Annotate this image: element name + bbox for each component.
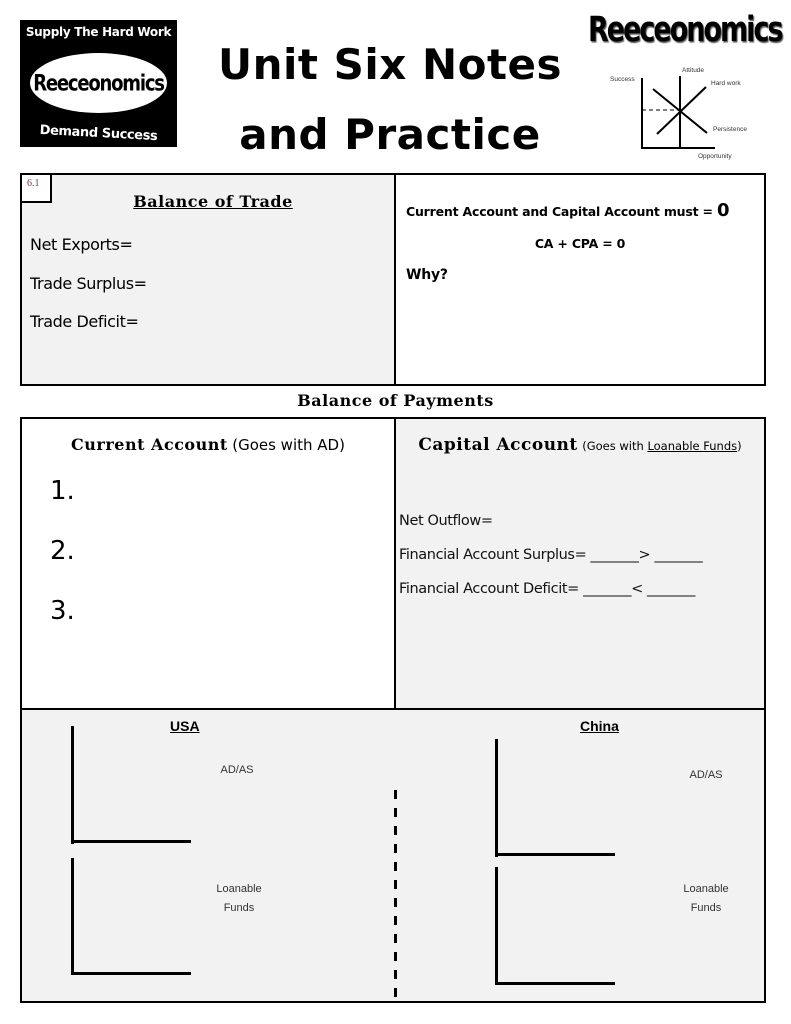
financial-account-surplus-line: Financial Account Surplus= _______> _______ <box>399 547 703 563</box>
page-title <box>200 30 580 170</box>
capital-account-title: Capital Account <box>418 435 578 455</box>
logo-tagline-bottom: Demand Success <box>39 122 158 145</box>
section-number-badge: 6.1 <box>20 173 52 203</box>
china-lf-label-line2: Funds <box>690 902 722 914</box>
capital-account-panel <box>394 417 766 711</box>
capital-account-note <box>582 439 741 453</box>
mini-graph-y-label: Success <box>610 76 635 83</box>
current-account-title: Current Account <box>71 435 228 454</box>
logo-ellipse <box>30 53 167 113</box>
note-prefix: (Goes with <box>582 439 648 453</box>
current-account-panel <box>20 417 396 711</box>
current-account-item-2: 2. <box>50 536 75 566</box>
accounts-rule-zero: 0 <box>716 200 730 221</box>
balance-of-trade-panel <box>20 173 396 386</box>
note-suffix: ) <box>737 439 742 453</box>
current-account-note: (Goes with AD) <box>232 436 345 454</box>
usa-label: USA <box>170 718 200 734</box>
logo-tagline-top: Supply The Hard Work <box>25 25 172 39</box>
trade-surplus-line: Trade Surplus= <box>30 274 147 293</box>
current-account-heading <box>22 435 394 455</box>
balance-of-payments-heading: Balance of Payments <box>297 391 494 410</box>
brand-wordmark: Reeceonomics <box>588 10 782 51</box>
mini-graph-persistence-label: Persistence <box>713 126 747 133</box>
success-supply-demand-graph <box>600 62 770 164</box>
usa-lf-label-line2: Funds <box>223 902 255 914</box>
current-account-item-1: 1. <box>50 476 75 506</box>
net-outflow-line: Net Outflow= <box>399 513 493 529</box>
title-line-1: Unit Six Notes <box>217 40 563 89</box>
mini-graph-attitude-label: Attitude <box>682 67 705 74</box>
china-lf-label-line1: Loanable <box>683 883 729 895</box>
financial-account-deficit-line: Financial Account Deficit= _______< _______ <box>399 581 695 597</box>
logo-supply-demand <box>20 20 177 147</box>
mini-graph-hard-work-label: Hard work <box>711 80 741 87</box>
usa-adas-label: AD/AS <box>220 764 254 776</box>
accounts-equation: CA + CPA = 0 <box>534 236 626 251</box>
china-loanable-funds-y-axis <box>495 867 498 985</box>
loanable-funds-link: Loanable Funds <box>647 439 738 453</box>
usa-adas-y-axis <box>71 726 74 844</box>
accounts-rule-text: Current Account and Capital Account must = <box>406 204 717 219</box>
usa-lf-label-line1: Loanable <box>216 883 262 895</box>
accounts-rule-statement <box>406 200 729 221</box>
usa-adas-x-axis <box>71 840 191 843</box>
net-exports-line: Net Exports= <box>30 235 133 254</box>
trade-deficit-line: Trade Deficit= <box>30 312 139 331</box>
title-line-2: and Practice <box>239 110 541 159</box>
current-account-item-3: 3. <box>50 596 75 626</box>
graphs-panel <box>20 708 766 1003</box>
capital-account-heading <box>396 435 764 455</box>
usa-loanable-funds-y-axis <box>71 858 74 975</box>
logo-brand-text: Reeceonomics <box>33 69 164 97</box>
china-label: China <box>580 718 619 734</box>
divider-dashed-line <box>394 790 397 1002</box>
china-adas-y-axis <box>495 739 498 857</box>
usa-loanable-funds-x-axis <box>71 972 191 975</box>
china-adas-label: AD/AS <box>689 769 723 781</box>
accounts-rule-panel <box>394 173 766 386</box>
china-loanable-funds-x-axis <box>495 982 615 985</box>
china-loanable-funds-label <box>672 880 740 918</box>
mini-graph-x-label: Opportunity <box>698 153 732 160</box>
balance-of-trade-heading: Balance of Trade <box>133 192 293 211</box>
usa-loanable-funds-label <box>205 880 273 918</box>
why-question: Why? <box>406 267 448 283</box>
china-adas-x-axis <box>495 853 615 856</box>
